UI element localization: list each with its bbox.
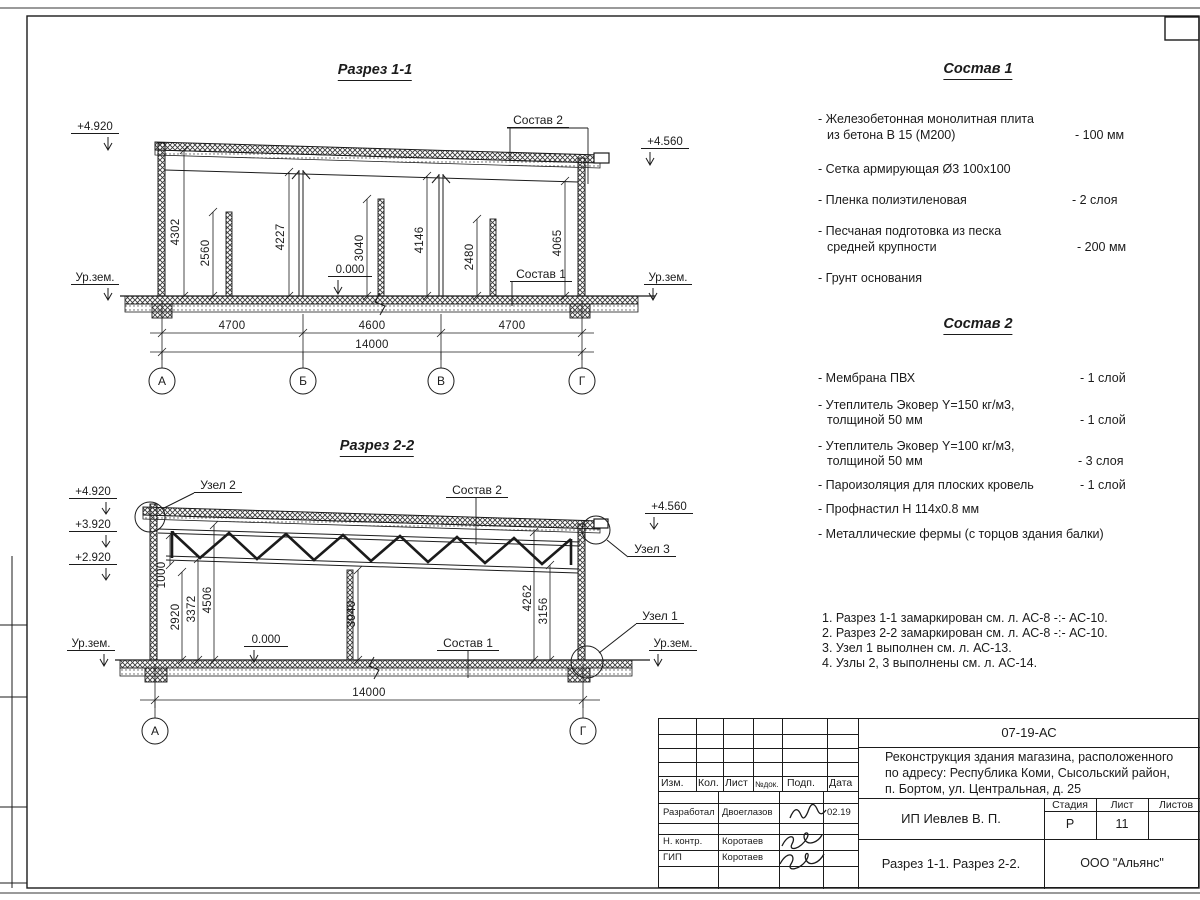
section1-zero-mark: 0.000 — [328, 264, 372, 277]
sostav2-title: Состав 2 — [943, 316, 1012, 335]
project-line3: п. Бортом, ул. Центральная, д. 25 — [885, 782, 1082, 796]
dim-4146: 4146 — [414, 226, 426, 254]
sostav2-item2-line2: толщиной 50 мм — [827, 413, 923, 427]
sostav1-item3-value: - 2 слоя — [1072, 193, 1118, 207]
col-data: Дата — [829, 777, 853, 789]
section-1-1-drawing — [104, 128, 657, 394]
section1-title: Разрез 1-1 — [338, 62, 412, 81]
left-stamp-cells — [0, 556, 27, 888]
note-3: 3. Узел 1 выполнен см. л. АС-13. — [822, 641, 1012, 655]
axis-g-2: Г — [579, 724, 587, 738]
sheet-label: Лист — [1110, 799, 1134, 811]
project-line1: Реконструкция здания магазина, расположенного — [885, 750, 1174, 764]
section2-elev-4920: +4.920 — [69, 486, 117, 499]
sostav1-item5-line1: - Грунт основания — [818, 271, 923, 285]
sostav2-item3-line2: толщиной 50 мм — [827, 454, 923, 468]
axis-circles-2 — [142, 718, 596, 744]
axis-b-1: Б — [299, 374, 307, 388]
sostav1-item4-line1: - Песчаная подготовка из песка — [818, 224, 1002, 238]
section2-sostav1-label: Состав 1 — [437, 636, 499, 651]
title-block — [658, 718, 1199, 888]
section2-elev-3920: +3.920 — [69, 519, 117, 532]
sostav1-title: Состав 1 — [943, 61, 1012, 80]
row1-name: Двоеглазов — [722, 807, 773, 818]
roof-truss — [158, 529, 580, 573]
col-ndok: №док. — [755, 780, 779, 789]
dim-4600: 4600 — [358, 320, 386, 332]
dim-3372: 3372 — [186, 595, 198, 623]
sostav2-item2-line1: - Утеплитель Эковер Y=150 кг/м3, — [818, 398, 1015, 412]
node1-label: Узел 1 — [636, 609, 684, 624]
node2-label: Узел 2 — [194, 478, 242, 493]
sostav2-item1-line1: - Мембрана ПВХ — [818, 371, 916, 385]
sostav1-item4-value: - 200 мм — [1077, 240, 1127, 254]
section1-sostav2-label: Состав 2 — [507, 113, 569, 128]
sostav1-item4-line2: средней крупности — [827, 240, 937, 254]
dim-4700-1: 4700 — [218, 320, 246, 332]
section1-ground-left: Ур.зем. — [71, 272, 119, 285]
axis-circles-1 — [149, 368, 595, 394]
dim-3040-2: 3040 — [346, 600, 358, 628]
dim-3156: 3156 — [538, 597, 550, 625]
sostav2-item3-line1: - Утеплитель Эковер Y=100 кг/м3, — [818, 439, 1015, 453]
dim-4700-2: 4700 — [498, 320, 526, 332]
axis-a-2: А — [150, 724, 160, 738]
sostav2-item3-value: - 3 слоя — [1078, 454, 1124, 468]
dim-2560: 2560 — [200, 239, 212, 267]
note-1: 1. Разрез 1-1 замаркирован см. л. АС-8 -:- АС-10. — [822, 611, 1108, 625]
section2-zero-mark: 0.000 — [244, 634, 288, 647]
section2-elev-right: +4.560 — [645, 501, 693, 514]
section2-ground-right: Ур.зем. — [649, 638, 697, 651]
col-izm: Изм. — [661, 777, 684, 789]
note-4: 4. Узлы 2, 3 выполнены см. л. АС-14. — [822, 656, 1038, 670]
row1-date: 02.19 — [827, 807, 851, 818]
sostav1-item2-line1: - Сетка армирующая Ø3 100х100 — [818, 162, 1011, 176]
section2-elev-2920: +2.920 — [69, 552, 117, 565]
col-podp: Подп. — [787, 777, 815, 789]
project-line2: по адресу: Республика Коми, Сысольский район, — [885, 766, 1170, 780]
axis-a-1: А — [157, 374, 167, 388]
row2-role: Н. контр. — [663, 836, 703, 847]
dim-4227: 4227 — [275, 223, 287, 251]
section1-sostav1-label: Состав 1 — [510, 267, 572, 282]
sostav1-item3-line1: - Пленка полиэтиленовая — [818, 193, 967, 207]
dim-14000-1: 14000 — [355, 339, 389, 351]
col-list: Лист — [725, 777, 748, 789]
sostav2-item6-line1: - Металлические фермы (с торцов здания балки) — [818, 527, 1104, 541]
stage-label: Стадия — [1052, 799, 1088, 811]
dim-4262: 4262 — [522, 584, 534, 612]
sostav2-item2-value: - 1 слой — [1080, 413, 1126, 427]
client-name: ИП Иевлев В. П. — [901, 811, 1001, 826]
sostav1-item1-line2: из бетона В 15 (М200) — [827, 128, 956, 142]
stage-value: Р — [1065, 817, 1075, 831]
sheets-label: Листов — [1158, 799, 1194, 811]
section2-sostav2-label: Состав 2 — [446, 483, 508, 498]
sheet-value: 11 — [1115, 817, 1129, 831]
sostav1-item1-line1: - Железобетонная монолитная плита — [818, 112, 1034, 126]
dim-4506: 4506 — [202, 586, 214, 614]
row2-name: Коротаев — [722, 836, 764, 847]
section2-ground-left: Ур.зем. — [67, 638, 115, 651]
node3-label: Узел 3 — [628, 542, 676, 557]
row3-name: Коротаев — [722, 852, 764, 863]
axis-v-1: В — [436, 374, 446, 388]
dim-4302: 4302 — [170, 218, 182, 246]
dim-2480: 2480 — [464, 243, 476, 271]
section-2-2-drawing — [100, 493, 662, 744]
doc-code: 07-19-АС — [1001, 725, 1057, 740]
col-kol: Кол. — [698, 777, 719, 789]
sostav1-item1-value: - 100 мм — [1075, 128, 1125, 142]
row1-role: Разработал — [663, 807, 715, 818]
section2-title: Разрез 2-2 — [340, 438, 414, 457]
sostav2-item4-line1: - Пароизоляция для плоских кровель — [818, 478, 1034, 492]
sostav2-item5-line1: - Профнастил Н 114х0.8 мм — [818, 502, 980, 516]
dim-3040: 3040 — [354, 234, 366, 262]
note-2: 2. Разрез 2-2 замаркирован см. л. АС-8 -:- АС-10. — [822, 626, 1108, 640]
dim-2920: 2920 — [170, 603, 182, 631]
dim-14000-2: 14000 — [352, 687, 386, 699]
dim-1000: 1000 — [156, 561, 168, 589]
section1-ground-right: Ур.зем. — [644, 272, 692, 285]
row3-role: ГИП — [663, 852, 682, 863]
sheet-title: Разрез 1-1. Разрез 2-2. — [881, 856, 1021, 871]
org-name: ООО "Альянс" — [1080, 856, 1164, 870]
sostav2-item1-value: - 1 слой — [1080, 371, 1126, 385]
section1-elev-right: +4.560 — [641, 136, 689, 149]
sostav2-item4-value: - 1 слой — [1080, 478, 1126, 492]
dim-4065: 4065 — [552, 229, 564, 257]
axis-g-1: Г — [578, 374, 586, 388]
section1-elev-left: +4.920 — [71, 121, 119, 134]
